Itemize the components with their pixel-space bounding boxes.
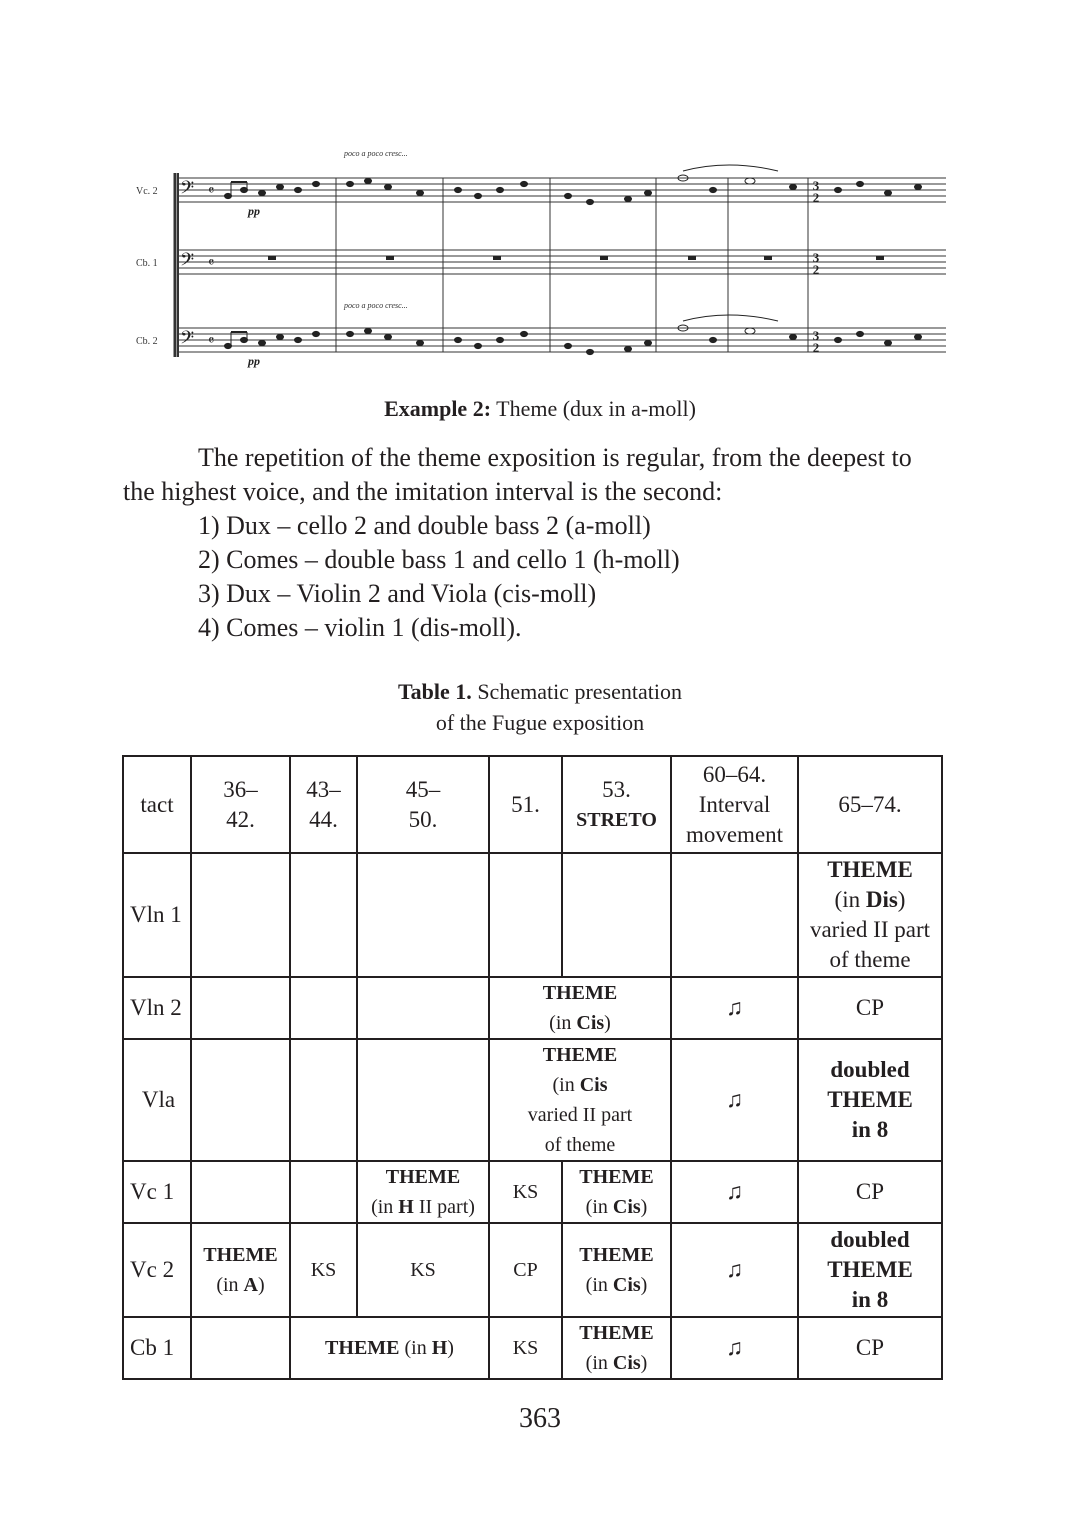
- expression-mark-top: poco a poco cresc...: [344, 149, 408, 158]
- staff-label-cb2: Cb. 2: [136, 336, 158, 347]
- header-cell: 36– 42.: [191, 756, 290, 853]
- table-cell: CP: [798, 1317, 942, 1379]
- header-cell: tact: [123, 756, 191, 853]
- row-label: Vc 1: [123, 1161, 191, 1223]
- svg-text:𝄴: 𝄴: [208, 183, 215, 199]
- table-row: [123, 853, 942, 977]
- table-row: [123, 1317, 942, 1379]
- table-cell: THEME (in Cis): [562, 1223, 671, 1317]
- staff-label-cb1: Cb. 1: [136, 258, 158, 269]
- table-caption-label: Table 1.: [398, 679, 472, 704]
- page-number: 363: [519, 1403, 561, 1434]
- row-label: Vln 1: [123, 853, 191, 977]
- note-icon: ♫: [671, 1223, 798, 1317]
- table-row: [123, 1161, 942, 1223]
- table-header-row: [123, 756, 942, 853]
- table-cell: KS: [290, 1223, 357, 1317]
- score-graphic: [128, 145, 946, 375]
- table-caption-line1: Schematic presentation: [477, 679, 682, 704]
- table-cell: THEME (in H): [290, 1317, 489, 1379]
- table-cell: doubled THEME in 8: [798, 1223, 942, 1317]
- voice-entry-list: [198, 509, 680, 645]
- svg-text:𝄢: 𝄢: [180, 328, 195, 353]
- table-cell: CP: [798, 1161, 942, 1223]
- svg-text:𝄴: 𝄴: [208, 333, 215, 349]
- table-cell: KS: [489, 1161, 562, 1223]
- body-paragraph: [123, 441, 941, 509]
- dynamic-mark-bottom: pp: [248, 354, 260, 368]
- row-label: Vc 2: [123, 1223, 191, 1317]
- header-cell: 43– 44.: [290, 756, 357, 853]
- header-cell: 65–74.: [798, 756, 942, 853]
- table-row: [123, 1039, 942, 1161]
- table-cell: THEME (in Cis): [562, 1161, 671, 1223]
- list-item: 3) Dux – Violin 2 and Viola (cis-moll): [198, 579, 597, 608]
- header-cell: 53. STRETO: [562, 756, 671, 853]
- svg-text:2: 2: [812, 262, 820, 277]
- table-cell: CP: [798, 977, 942, 1039]
- table-cell: THEME (in Cis): [562, 1317, 671, 1379]
- table-caption: [0, 676, 1080, 738]
- svg-text:3: 3: [812, 178, 820, 193]
- svg-text:𝄴: 𝄴: [208, 255, 215, 271]
- body-paragraph-text: The repetition of the theme exposition is regular, from the deepest to the highest voice, and the imitation interval is the second:: [123, 443, 912, 506]
- list-item: 1) Dux – cello 2 and double bass 2 (a-moll): [198, 511, 651, 540]
- row-label: Vln 2: [123, 977, 191, 1039]
- table-row: [123, 977, 942, 1039]
- table-cell: CP: [489, 1223, 562, 1317]
- table-caption-line2: of the Fugue exposition: [435, 710, 645, 735]
- table-row: [123, 1223, 942, 1317]
- expression-mark-bottom: poco a poco cresc...: [344, 301, 408, 310]
- svg-text:𝄢: 𝄢: [180, 178, 195, 203]
- example-caption: [0, 396, 1080, 422]
- staff-label-vc2: Vc. 2: [136, 186, 158, 197]
- note-icon: ♫: [671, 977, 798, 1039]
- list-item: 2) Comes – double bass 1 and cello 1 (h-moll): [198, 545, 680, 574]
- dynamic-mark-top: pp: [248, 204, 260, 218]
- table-cell: THEME (in H II part): [357, 1161, 489, 1223]
- svg-text:3: 3: [812, 250, 820, 265]
- header-cell: 51.: [489, 756, 562, 853]
- table-cell: KS: [489, 1317, 562, 1379]
- row-label: Vla: [123, 1039, 191, 1161]
- svg-text:3: 3: [812, 328, 820, 343]
- table-cell: THEME (in Cis varied II part of theme: [489, 1039, 671, 1161]
- svg-text:𝄢: 𝄢: [180, 250, 195, 275]
- example-caption-text: Theme (dux in a-moll): [496, 396, 696, 421]
- example-caption-label: Example 2:: [384, 396, 492, 421]
- header-cell: 60–64. Interval movement: [671, 756, 798, 853]
- table-cell: THEME (in Dis) varied II part of theme: [798, 853, 942, 977]
- list-item: 4) Comes – violin 1 (dis-moll).: [198, 613, 522, 642]
- table-cell: KS: [357, 1223, 489, 1317]
- score-excerpt: [128, 145, 946, 375]
- fugue-exposition-table: [122, 755, 943, 1380]
- header-cell: 45– 50.: [357, 756, 489, 853]
- table-cell: THEME (in Cis): [489, 977, 671, 1039]
- note-icon: ♫: [671, 1161, 798, 1223]
- note-icon: ♫: [671, 1039, 798, 1161]
- note-icon: ♫: [671, 1317, 798, 1379]
- svg-text:2: 2: [812, 340, 820, 355]
- svg-text:2: 2: [812, 190, 820, 205]
- table-cell: doubled THEME in 8: [798, 1039, 942, 1161]
- table-cell: THEME (in A): [191, 1223, 290, 1317]
- row-label: Cb 1: [123, 1317, 191, 1379]
